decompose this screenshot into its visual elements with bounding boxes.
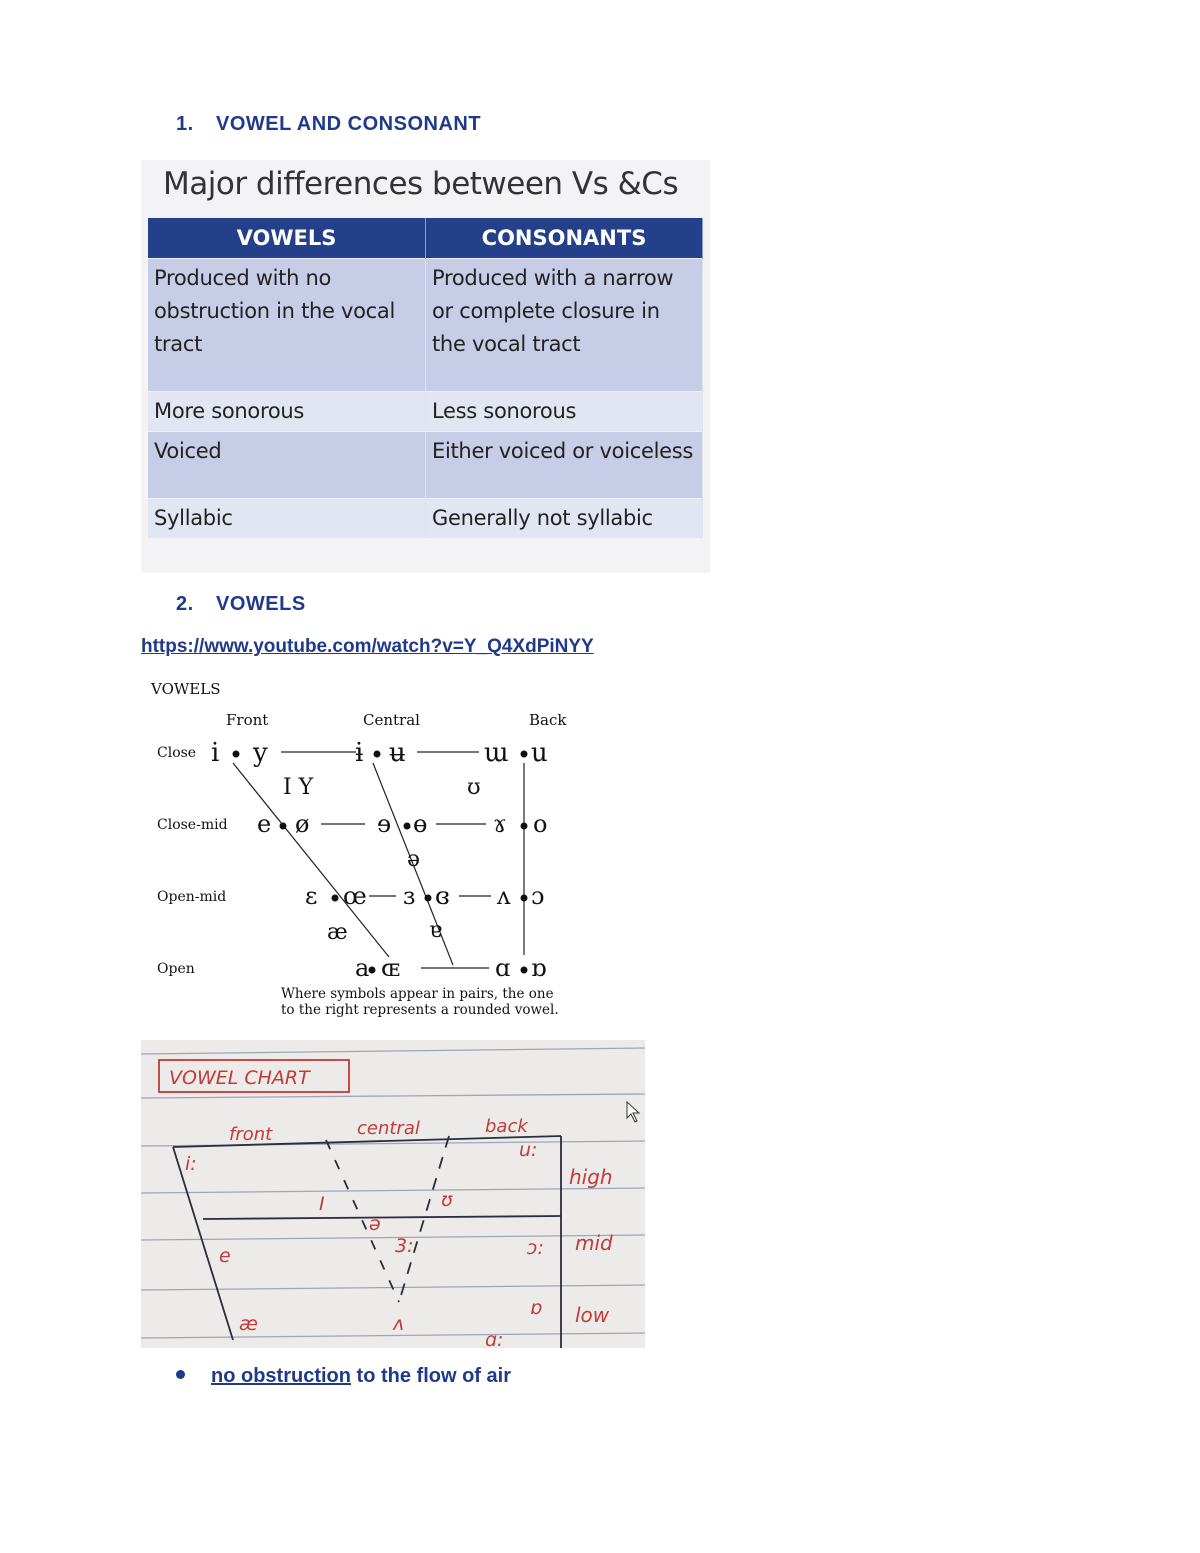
ipa-symbol: a [355,954,370,982]
ipa-symbol: œ [343,882,367,910]
notebook-column-central: central [357,1118,420,1139]
bullet-underlined-text: no obstruction [211,1365,351,1387]
ipa-symbol: y [253,738,268,768]
ipa-symbol: ʉ [389,738,406,768]
notebook-height-mid: mid [575,1231,613,1255]
ipa-symbol: I Y [283,775,314,800]
ipa-symbol: ɞ [435,882,450,910]
ipa-symbol: e [257,810,272,838]
ipa-vowel-chart [141,675,571,1025]
column-central: Central [363,711,420,729]
column-back: Back [529,711,567,729]
notebook-symbol: ʌ [393,1313,405,1335]
table-row [148,499,703,539]
header-consonants: CONSONANTS [426,218,703,259]
ipa-symbol: ə [407,847,421,872]
row-close-mid: Close-mid [157,817,228,833]
ipa-caption-line-1: Where symbols appear in pairs, the one [281,986,554,1002]
notebook-vowel-chart [141,1040,645,1348]
cursor-icon [627,1102,639,1122]
row-open-mid: Open-mid [157,889,227,905]
section-2-number: 2. [176,593,194,615]
notebook-symbol: æ [239,1313,258,1335]
youtube-link[interactable]: https://www.youtube.com/watch?v=Y_Q4XdPiNYY [141,636,594,657]
bullet-dot-icon [176,1370,185,1379]
ipa-symbol: ʌ [497,882,511,910]
table-cell: Either voiced or voiceless [426,432,703,499]
ipa-symbol: ɜ [403,882,416,910]
notebook-chart-title: VOWEL CHART [169,1067,310,1089]
notebook-symbol: ɒ [531,1297,544,1319]
ipa-symbol: o [533,810,548,838]
notebook-height-low: low [575,1303,610,1327]
notebook-column-back: back [485,1116,528,1137]
ipa-symbol: ɨ [355,738,364,768]
table-row [148,432,703,499]
bullet-text: to the flow of air [350,1365,511,1387]
table-cell: Generally not syllabic [426,499,703,539]
notebook-symbol: ɑ: [485,1329,504,1348]
comparison-table [148,218,703,538]
notebook-symbol: I [319,1193,325,1215]
section-1-title: VOWEL AND CONSONANT [216,113,482,135]
ipa-symbol: ɔ [531,882,545,910]
comparison-table-figure [141,160,710,573]
ipa-symbol: ɛ [305,882,318,910]
table-row [148,259,703,392]
notebook-symbol: e [219,1245,231,1267]
table-cell: Produced with a narrow or complete closure in the vocal tract [426,259,703,392]
ipa-symbol: ɒ [531,954,547,982]
section-2-title: VOWELS [216,593,306,615]
notebook-symbol: 3: [395,1235,414,1257]
ipa-symbol: i [211,738,220,768]
notebook-symbol: ʊ [441,1189,453,1211]
notebook-symbol: i: [185,1153,197,1175]
table-cell: More sonorous [148,392,426,432]
ipa-symbol: ɘ [377,810,392,838]
table-cell: Syllabic [148,499,426,539]
table-header-row [148,218,703,259]
notebook-symbol: u: [519,1139,538,1161]
notebook-chart-svg [141,1040,645,1348]
table-cell: Less sonorous [426,392,703,432]
table-row [148,392,703,432]
ipa-symbol: ɐ [429,918,443,943]
table-cell: Produced with no obstruction in the vocal tract [148,259,426,392]
ipa-symbol: ɵ [413,810,428,838]
header-vowels: VOWELS [148,218,426,259]
comparison-title: Major differences between Vs &Cs [163,166,679,202]
ipa-symbol: ʊ [467,775,481,800]
section-1-number: 1. [176,113,194,135]
ipa-chart-svg [141,675,571,1025]
section-2-heading [176,593,306,616]
section-1-heading [176,113,481,136]
ipa-symbol: ø [295,810,310,838]
ipa-symbol: ɤ [493,810,507,838]
row-close: Close [157,745,197,761]
ipa-symbol: ɑ [495,954,511,982]
bullet-item [176,1365,511,1388]
notebook-height-high: high [569,1165,613,1189]
ipa-symbol: ɯ [484,738,509,768]
ipa-symbol: æ [327,920,348,945]
notebook-symbol: ə [369,1213,381,1235]
ipa-symbol: u [531,738,548,768]
row-open: Open [157,961,195,977]
table-cell: Voiced [148,432,426,499]
ipa-symbol: ɶ [381,954,400,982]
ipa-chart-title: VOWELS [151,680,221,698]
column-front: Front [226,711,269,729]
ipa-caption-line-2: to the right represents a rounded vowel. [281,1002,559,1018]
notebook-column-front: front [229,1124,273,1145]
notebook-symbol: ɔ: [527,1237,544,1259]
